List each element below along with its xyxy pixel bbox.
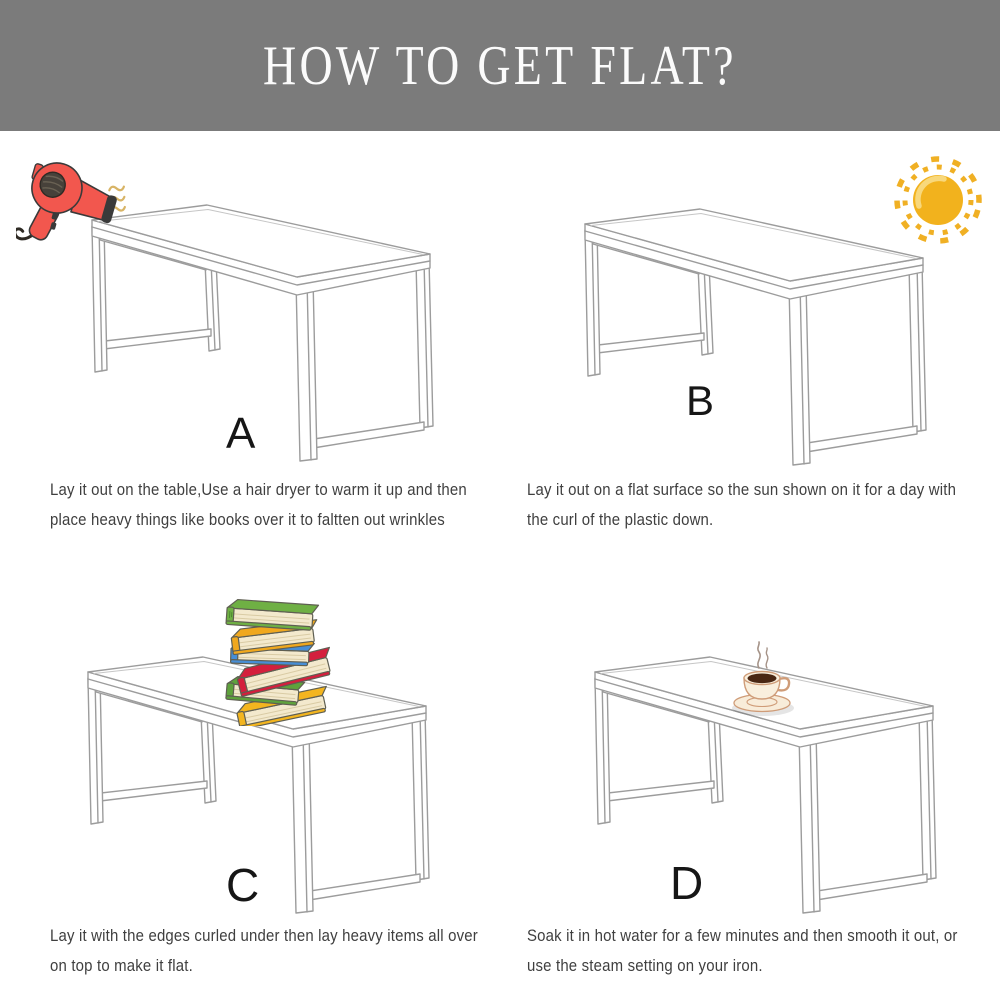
step-letter-b: B <box>686 377 715 424</box>
caption-d-line2: use the steam setting on your iron. <box>527 956 763 975</box>
caption-b <box>527 475 956 535</box>
caption-c-line1: Lay it with the edges curled under then lay heavy items all over <box>50 926 478 945</box>
caption-a-line1: Lay it out on the table,Use a hair dryer to warm it up and then <box>50 480 467 499</box>
caption-b-line2: the curl of the plastic down. <box>527 510 714 529</box>
book-stack-icon <box>220 594 340 726</box>
page-title: HOW TO GET FLAT? <box>263 34 737 97</box>
caption-b-line1: Lay it out on a flat surface so the sun shown on it for a day with <box>527 480 957 499</box>
caption-a-line2: place heavy things like books over it to faltten out wrinkles <box>50 510 445 529</box>
header-banner <box>0 0 1000 131</box>
coffee-cup-icon <box>716 640 811 725</box>
hair-dryer-icon <box>16 150 148 260</box>
step-letter-d: D <box>670 857 704 909</box>
sun-icon <box>891 150 986 250</box>
caption-a <box>50 475 467 535</box>
caption-c <box>50 921 478 981</box>
step-letter-a: A <box>226 409 256 458</box>
caption-d <box>527 921 958 981</box>
step-letter-c: C <box>226 859 260 911</box>
caption-c-line2: on top to make it flat. <box>50 956 193 975</box>
caption-d-line1: Soak it in hot water for a few minutes and then smooth it out, or <box>527 926 958 945</box>
table-illustration-b <box>578 206 928 476</box>
